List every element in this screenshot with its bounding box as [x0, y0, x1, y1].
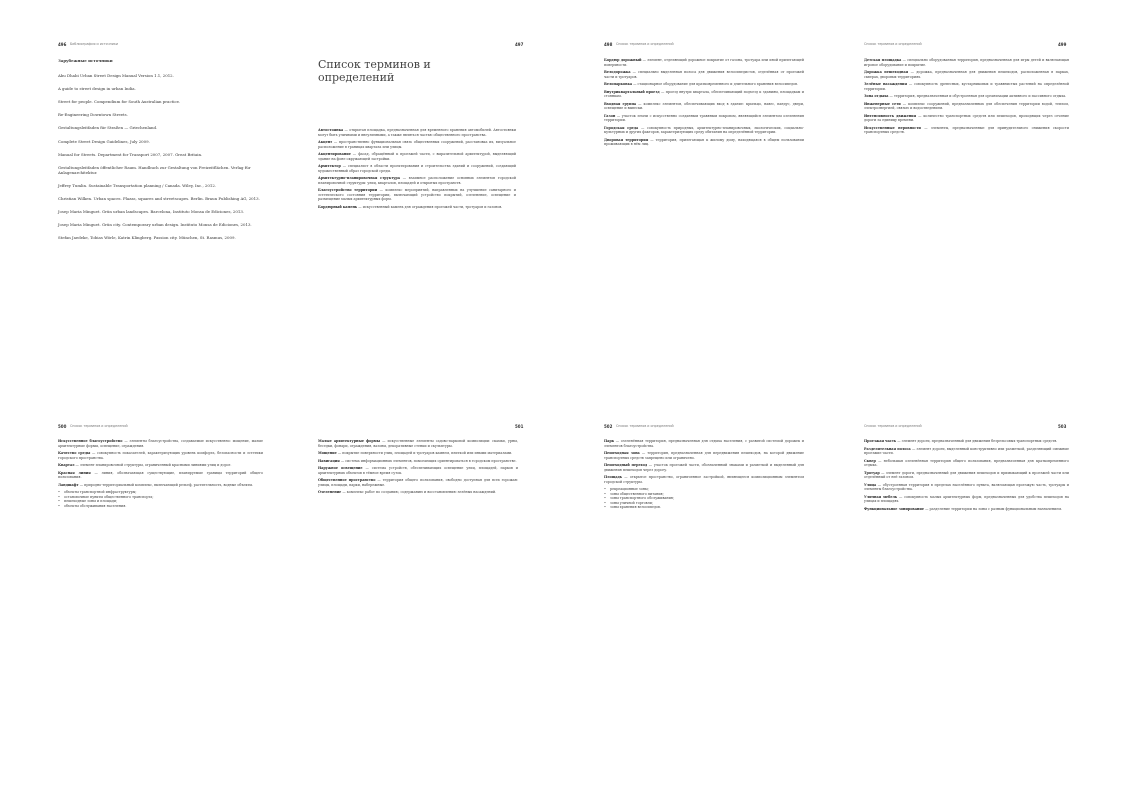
- glossary-definition: — специально выделенная полоса для движения велосипедистов, отделённая от проезжей части и тротуаров.: [604, 70, 804, 79]
- glossary-definition: — комплекс мероприятий, направленных на улучшение санитарного и эстетического состояния территории, включающий устройство покрытий, озеленение, освещение и размещение малых архитектурных форм.: [318, 188, 516, 201]
- glossary-term: Бордюрный камень: [318, 204, 358, 209]
- glossary-definition: — комплекс работ по созданию, содержанию и восстановлению зелёных насаждений.: [342, 490, 497, 494]
- glossary-term: Пешеходный переход: [604, 463, 648, 467]
- glossary-term: Площадь: [604, 475, 623, 479]
- glossary-entry: [318, 459, 518, 464]
- glossary-definition: — комплекс сооружений, предназначенных для обеспечения территории водой, теплом, электроэнергией, связью и водоотведением.: [864, 101, 1069, 110]
- page-top-2: [310, 0, 590, 397]
- running-head: Список терминов и определений: [616, 42, 674, 46]
- reference-item: Jeffrey Tumlin. Sustainable Transportation planning / Canada. Wiley, Inc., 2012.: [58, 182, 217, 188]
- glossary-entry: [604, 70, 804, 79]
- glossary-term: Дворовая территория: [604, 137, 649, 142]
- glossary-entry: [604, 138, 804, 147]
- glossary-term: Квартал: [58, 463, 75, 467]
- glossary-entry: [864, 82, 1069, 91]
- glossary-definition: — совокупность показателей, характеризующих уровень комфорта, безопасности и эстетики городского пространства.: [58, 451, 263, 460]
- glossary-entry: [604, 126, 804, 135]
- glossary-entry: [604, 90, 804, 99]
- list-item: • зоны общественного питания;: [604, 492, 804, 497]
- glossary-definition: — элемент дороги, предназначенный для движения безрельсовых транспортных средств.: [897, 439, 1058, 443]
- glossary-definition: — комплекс элементов, обеспечивающих вход в здание: крыльцо, навес, пандус, двери, освещение и вывески.: [604, 101, 804, 110]
- glossary-definition: — совокупность природных, архитектурно-планировочных, экологических, социально-культурных и других факторов, характеризующих среду обитания на определённой территории.: [604, 125, 804, 134]
- glossary-term: Архитектор: [318, 164, 341, 168]
- reference-item: Christian Wilken. Urban spaces. Plazas, squares and streetscapes. Berlin. Braun Publishing AG, 2013.: [58, 196, 260, 202]
- running-head: Список терминов и определений: [864, 424, 922, 428]
- glossary-term: Акцентирование: [318, 152, 351, 156]
- glossary-entry: [864, 483, 1069, 492]
- glossary-term: Наружное освещение: [318, 466, 363, 470]
- reference-item: Street for people. Compendium for South Australian practice.: [58, 99, 181, 105]
- glossary-term: Детская площадка: [864, 58, 902, 62]
- glossary-term: Пешеходная зона: [604, 451, 640, 455]
- page-bottom-1: [50, 397, 330, 794]
- glossary-definition: — обустроенная территория в пределах населённого пункта, включающая проезжую часть, тротуары и элементы благоустройства.: [864, 482, 1069, 491]
- page-bottom-2: [310, 397, 590, 794]
- page-bottom-4: [856, 397, 1123, 794]
- glossary-definition: — система устройств, обеспечивающих освещение улиц, площадей, парков и архитектурных объектов в тёмное время суток.: [318, 466, 518, 475]
- glossary-term: Функциональное зонирование: [864, 506, 924, 511]
- page-number: 500: [58, 424, 67, 429]
- glossary-entry: [318, 478, 518, 487]
- glossary-entry: [864, 94, 1069, 99]
- glossary-term: Велопарковка: [604, 82, 633, 86]
- glossary-entry: [864, 70, 1069, 79]
- glossary-definition: — фасад, обращённый к проезжей части, с выразительной архитектурой, выделяющий здание на фоне окружающей застройки.: [318, 152, 516, 161]
- page-number: 503: [1058, 424, 1067, 429]
- glossary-entry: [604, 451, 804, 460]
- glossary-term: Качество среды: [58, 451, 91, 455]
- glossary-entry: [58, 463, 263, 468]
- page-number: 496: [58, 42, 67, 47]
- reference-item: Stefan Jaedeke, Tobias Wörle, Katrin Klingberg. Passion city. München, St. Rasmus, 2009.: [58, 235, 236, 241]
- glossary-entry: [58, 439, 263, 448]
- glossary-definition: — участок земли с искусственно созданным травяным покровом, являющийся элементом озеленения территории.: [604, 113, 804, 122]
- glossary-definition: — искусственный камень для ограждения проезжей части, тротуаров и газонов.: [358, 204, 503, 209]
- glossary-definition: — дорожка, предназначенная для движения пешеходов, расположенная в парках, скверах, дворовых территориях.: [864, 70, 1069, 79]
- glossary-entry: [604, 58, 804, 67]
- running-head: Список терминов и определений: [70, 424, 128, 428]
- glossary-entry: [318, 176, 516, 185]
- glossary-term: Сквер: [864, 458, 876, 463]
- glossary-entry: [864, 507, 1069, 512]
- glossary-term: Ландшафт: [58, 482, 79, 487]
- glossary-term: Искусственное благоустройство: [58, 439, 123, 443]
- glossary-definition: — территория, прилегающая к жилому дому, находящаяся в общем пользовании проживающих в нём лиц.: [604, 137, 804, 146]
- page-number: 501: [515, 424, 524, 429]
- glossary-entry: [864, 447, 1069, 456]
- glossary-definition: — система информационных элементов, помогающих ориентироваться в городском пространстве.: [340, 458, 517, 463]
- glossary-entry: [318, 164, 516, 173]
- reference-item: Manual for Streets. Department for Transport 2007, 2007. Great Britain.: [58, 151, 203, 157]
- reference-item: Josep Maria Minguet. Grün city. Contemporary urban design. Instituto Monsa de Ediciones, 2013.: [58, 222, 252, 228]
- glossary-entry: [318, 128, 516, 137]
- glossary-definition: — природно-территориальный комплекс, включающий рельеф, растительность, водные объекты.: [79, 482, 254, 487]
- glossary-entry: [604, 102, 804, 111]
- glossary-definition: — участок проезжей части, обозначенный знаками и разметкой и выделенный для движения пешеходов через дорогу.: [604, 463, 804, 472]
- glossary-definition: — территория, предназначенная и обустроенная для организации активного и пассивного отдыха.: [889, 94, 1067, 98]
- glossary-definition: — территория общего пользования, свободно доступная для всех горожан: улицы, площади, парки, набережные.: [318, 478, 518, 487]
- glossary-definition: — пространственно функциональная связь общественных сооружений, расстановка их, визуальное расположение в границах квартала или улицы.: [318, 140, 516, 149]
- list-item: • рекреационные зоны;: [604, 487, 804, 492]
- page-number: 502: [604, 424, 613, 429]
- glossary-definition: — количество транспортных средств или пешеходов, проходящих через сечение дороги за единицу времени.: [864, 113, 1069, 122]
- glossary-entry: [318, 140, 516, 149]
- page-top-3: [596, 0, 876, 397]
- glossary-entry: [318, 439, 518, 448]
- glossary-definition: — элемент дороги, выделенный конструктивно или разметкой, разделяющий смежные проезжие части.: [864, 446, 1069, 455]
- glossary-definition: — разделение территории на зоны с разным функциональным назначением.: [925, 506, 1063, 511]
- glossary-definition: — взаимное расположение основных элементов городской планировочной структуры: улиц, кварталов, площадей и открытых пространств.: [318, 176, 516, 185]
- glossary-entry: [318, 466, 518, 475]
- bullet-list: [604, 487, 804, 510]
- bullet-list: [58, 490, 263, 508]
- glossary-entry: [318, 205, 516, 210]
- glossary-term: Искусственные неровности: [864, 125, 921, 130]
- glossary-definition: — специально оборудованная территория, предназначенная для игры детей и включающая игровое оборудование и покрытие.: [864, 58, 1069, 67]
- glossary-term: Мощение: [318, 451, 337, 455]
- glossary-term: Зелёные насаждения: [864, 82, 907, 86]
- glossary-definition: — специалист в области проектирования и строительства зданий и сооружений, создающий художественный образ городской среды.: [318, 164, 516, 173]
- glossary-entry: [318, 188, 516, 202]
- glossary-entry: [604, 475, 804, 484]
- glossary-term: Бордюр дорожный: [604, 58, 642, 62]
- glossary-term: Инженерные сети: [864, 101, 901, 106]
- glossary-definition: — озеленённая территория, предназначенная для отдыха населения, с развитой системой дорожек и элементов благоустройства.: [604, 439, 804, 448]
- glossary-term: Озеленение: [318, 490, 342, 494]
- list-item: • объекты транспортной инфраструктуры;: [58, 490, 263, 495]
- glossary-definition: — открытая площадка, предназначенная для временного хранения автомобилей. Автостоянки могут быть уличными и внеуличными, а также являться частью общественного пространства.: [318, 128, 516, 137]
- glossary-term: Акцент: [318, 140, 333, 144]
- glossary-entry: [604, 114, 804, 123]
- glossary-definition: — территория, предназначенная для передвижения пешеходов, на которой движение транспортных средств запрещено или ограничено.: [604, 451, 804, 460]
- glossary-definition: — искусственные элементы садово-парковой композиции: скамьи, урны, беседки, фонари, ограждения, вазоны, декоративные стенки и скульптуры.: [318, 439, 518, 448]
- glossary-term: Парк: [604, 439, 615, 443]
- reference-item: Gestaltungsleitfaden öffentlicher Raum. Handbuch zur Gestaltung von Freizeitflächen. Verlag für Anlagenarchitektur.: [58, 164, 251, 175]
- glossary-entry: [58, 483, 263, 488]
- glossary-term: Уличная мебель: [864, 494, 898, 499]
- glossary-term: Благоустройство территории: [318, 188, 378, 192]
- glossary-term: Разделительная полоса: [864, 446, 911, 451]
- glossary-term: Красная линия: [58, 470, 91, 475]
- glossary-entry: [58, 471, 263, 480]
- glossary-entry: [864, 102, 1069, 111]
- list-item: • остановочные пункты общественного транспорта;: [58, 495, 263, 500]
- glossary-definition: — небольшая озеленённая территория общего пользования, предназначенная для кратковременного отдыха.: [864, 458, 1069, 467]
- glossary-term: Зона отдыха: [864, 94, 889, 98]
- glossary-definition: — элемент дороги, предназначенный для движения пешеходов и примыкающий к проезжей части или отделённый от неё газоном.: [864, 470, 1069, 479]
- list-item: • зоны уличной торговли;: [604, 501, 804, 506]
- glossary-entry: [864, 126, 1069, 135]
- reference-item: Gestaltungsleitfaden für Straßen — Griechenland.: [58, 125, 158, 131]
- glossary-term: Архитектурно-планировочная структура: [318, 176, 400, 180]
- glossary-term: Проезжая часть: [864, 439, 897, 443]
- list-item: • объекты обслуживания населения.: [58, 504, 263, 509]
- glossary-definition: — проезд внутри квартала, обеспечивающий подъезд к зданиям, площадкам и стоянкам.: [604, 89, 804, 98]
- glossary-entry: [318, 451, 518, 456]
- page-top-4: [856, 0, 1123, 397]
- glossary-term: Внутриквартальный проезд: [604, 89, 660, 94]
- glossary-entry: [864, 58, 1069, 67]
- glossary-term: Навигация: [318, 458, 340, 463]
- glossary-term: Газон: [604, 113, 616, 118]
- glossary-entry: [604, 439, 804, 448]
- page-bottom-3: [596, 397, 876, 794]
- glossary-definition: — совокупность древесных, кустарниковых и травянистых растений на определённой территории.: [864, 82, 1070, 91]
- glossary-term: Городская среда: [604, 125, 639, 130]
- glossary-entry: [864, 471, 1069, 480]
- glossary-term: Малые архитектурные формы: [318, 439, 380, 443]
- glossary-entry: [604, 82, 804, 87]
- glossary-term: Общественное пространство: [318, 478, 376, 482]
- glossary-entry: [864, 495, 1069, 504]
- glossary-definition: — элемент, отделяющий дорожное покрытие от газона, тротуара или иной прилегающей поверхности.: [604, 58, 804, 67]
- glossary-definition: — покрытие поверхности улиц, площадей и тротуаров камнем, плиткой или иными материалами.: [337, 451, 513, 455]
- reference-item: Re-Engineering Downtown Streets.: [58, 112, 128, 118]
- running-head: Список терминов и определений: [616, 424, 674, 428]
- glossary-entry: [604, 463, 804, 472]
- running-head: Список терминов и определений: [864, 42, 922, 46]
- reference-item: Complete Street Design Guidelines, July 2009.: [58, 138, 150, 144]
- list-item: • зоны хранения велосипедов.: [604, 505, 804, 510]
- page-number: 498: [604, 42, 613, 47]
- glossary-term: Тротуар: [864, 470, 880, 475]
- glossary-term: Входная группа: [604, 101, 637, 106]
- list-item: • зоны транспортного обслуживания;: [604, 496, 804, 501]
- glossary-term: Автостоянка: [318, 128, 344, 132]
- glossary-definition: — линия, обозначающая существующие, планируемые границы территорий общего пользования.: [58, 470, 263, 479]
- glossary-entry: [58, 451, 263, 460]
- glossary-entry: [318, 152, 516, 161]
- running-head: Библиография и источники: [70, 42, 119, 46]
- list-item: • пешеходные зоны и площади;: [58, 499, 263, 504]
- reference-item: Josep Maria Minguet. Grün urban landscapes. Barcelona, Instituto Monsa de Ediciones, 2013.: [58, 209, 245, 215]
- glossary-entry: [864, 114, 1069, 123]
- glossary-definition: — элементы, предназначенные для принудительного снижения скорости транспортных средств.: [864, 125, 1069, 134]
- glossary-term: Дорожка пешеходная: [864, 70, 909, 74]
- glossary-definition: — открытое пространство, ограниченное застройкой, являющееся композиционным элементом городской структуры.: [604, 475, 804, 484]
- glossary-term: Интенсивность движения: [864, 113, 917, 118]
- glossary-entry: [864, 439, 1069, 444]
- glossary-definition: — элемент планировочной структуры, ограниченный красными линиями улиц и дорог.: [75, 463, 232, 467]
- glossary-definition: — стационарное оборудование для кратковременного и длительного хранения велосипедов.: [633, 82, 799, 86]
- glossary-entry: [864, 459, 1069, 468]
- reference-item: Abu Dhabi Urban Street Design Manual Version 1.1, 2012.: [58, 73, 174, 79]
- glossary-term: Велодорожка: [604, 70, 631, 74]
- reference-item: A guide to street design in urban India.: [58, 86, 136, 92]
- glossary-title: Список терминов и определений: [318, 58, 431, 84]
- page-number: 497: [515, 42, 524, 47]
- glossary-definition: — элементы благоустройства, создаваемые искусственно: мощение, малые архитектурные формы, освещение, ограждения.: [58, 439, 263, 448]
- page-number: 499: [1058, 42, 1067, 47]
- glossary-entry: [318, 490, 518, 495]
- glossary-definition: — совокупность малых архитектурных форм, предназначенных для удобства пешеходов на улицах и площадях.: [864, 494, 1069, 503]
- section-heading: Зарубежные источники: [58, 58, 113, 63]
- glossary-term: Улица: [864, 482, 877, 487]
